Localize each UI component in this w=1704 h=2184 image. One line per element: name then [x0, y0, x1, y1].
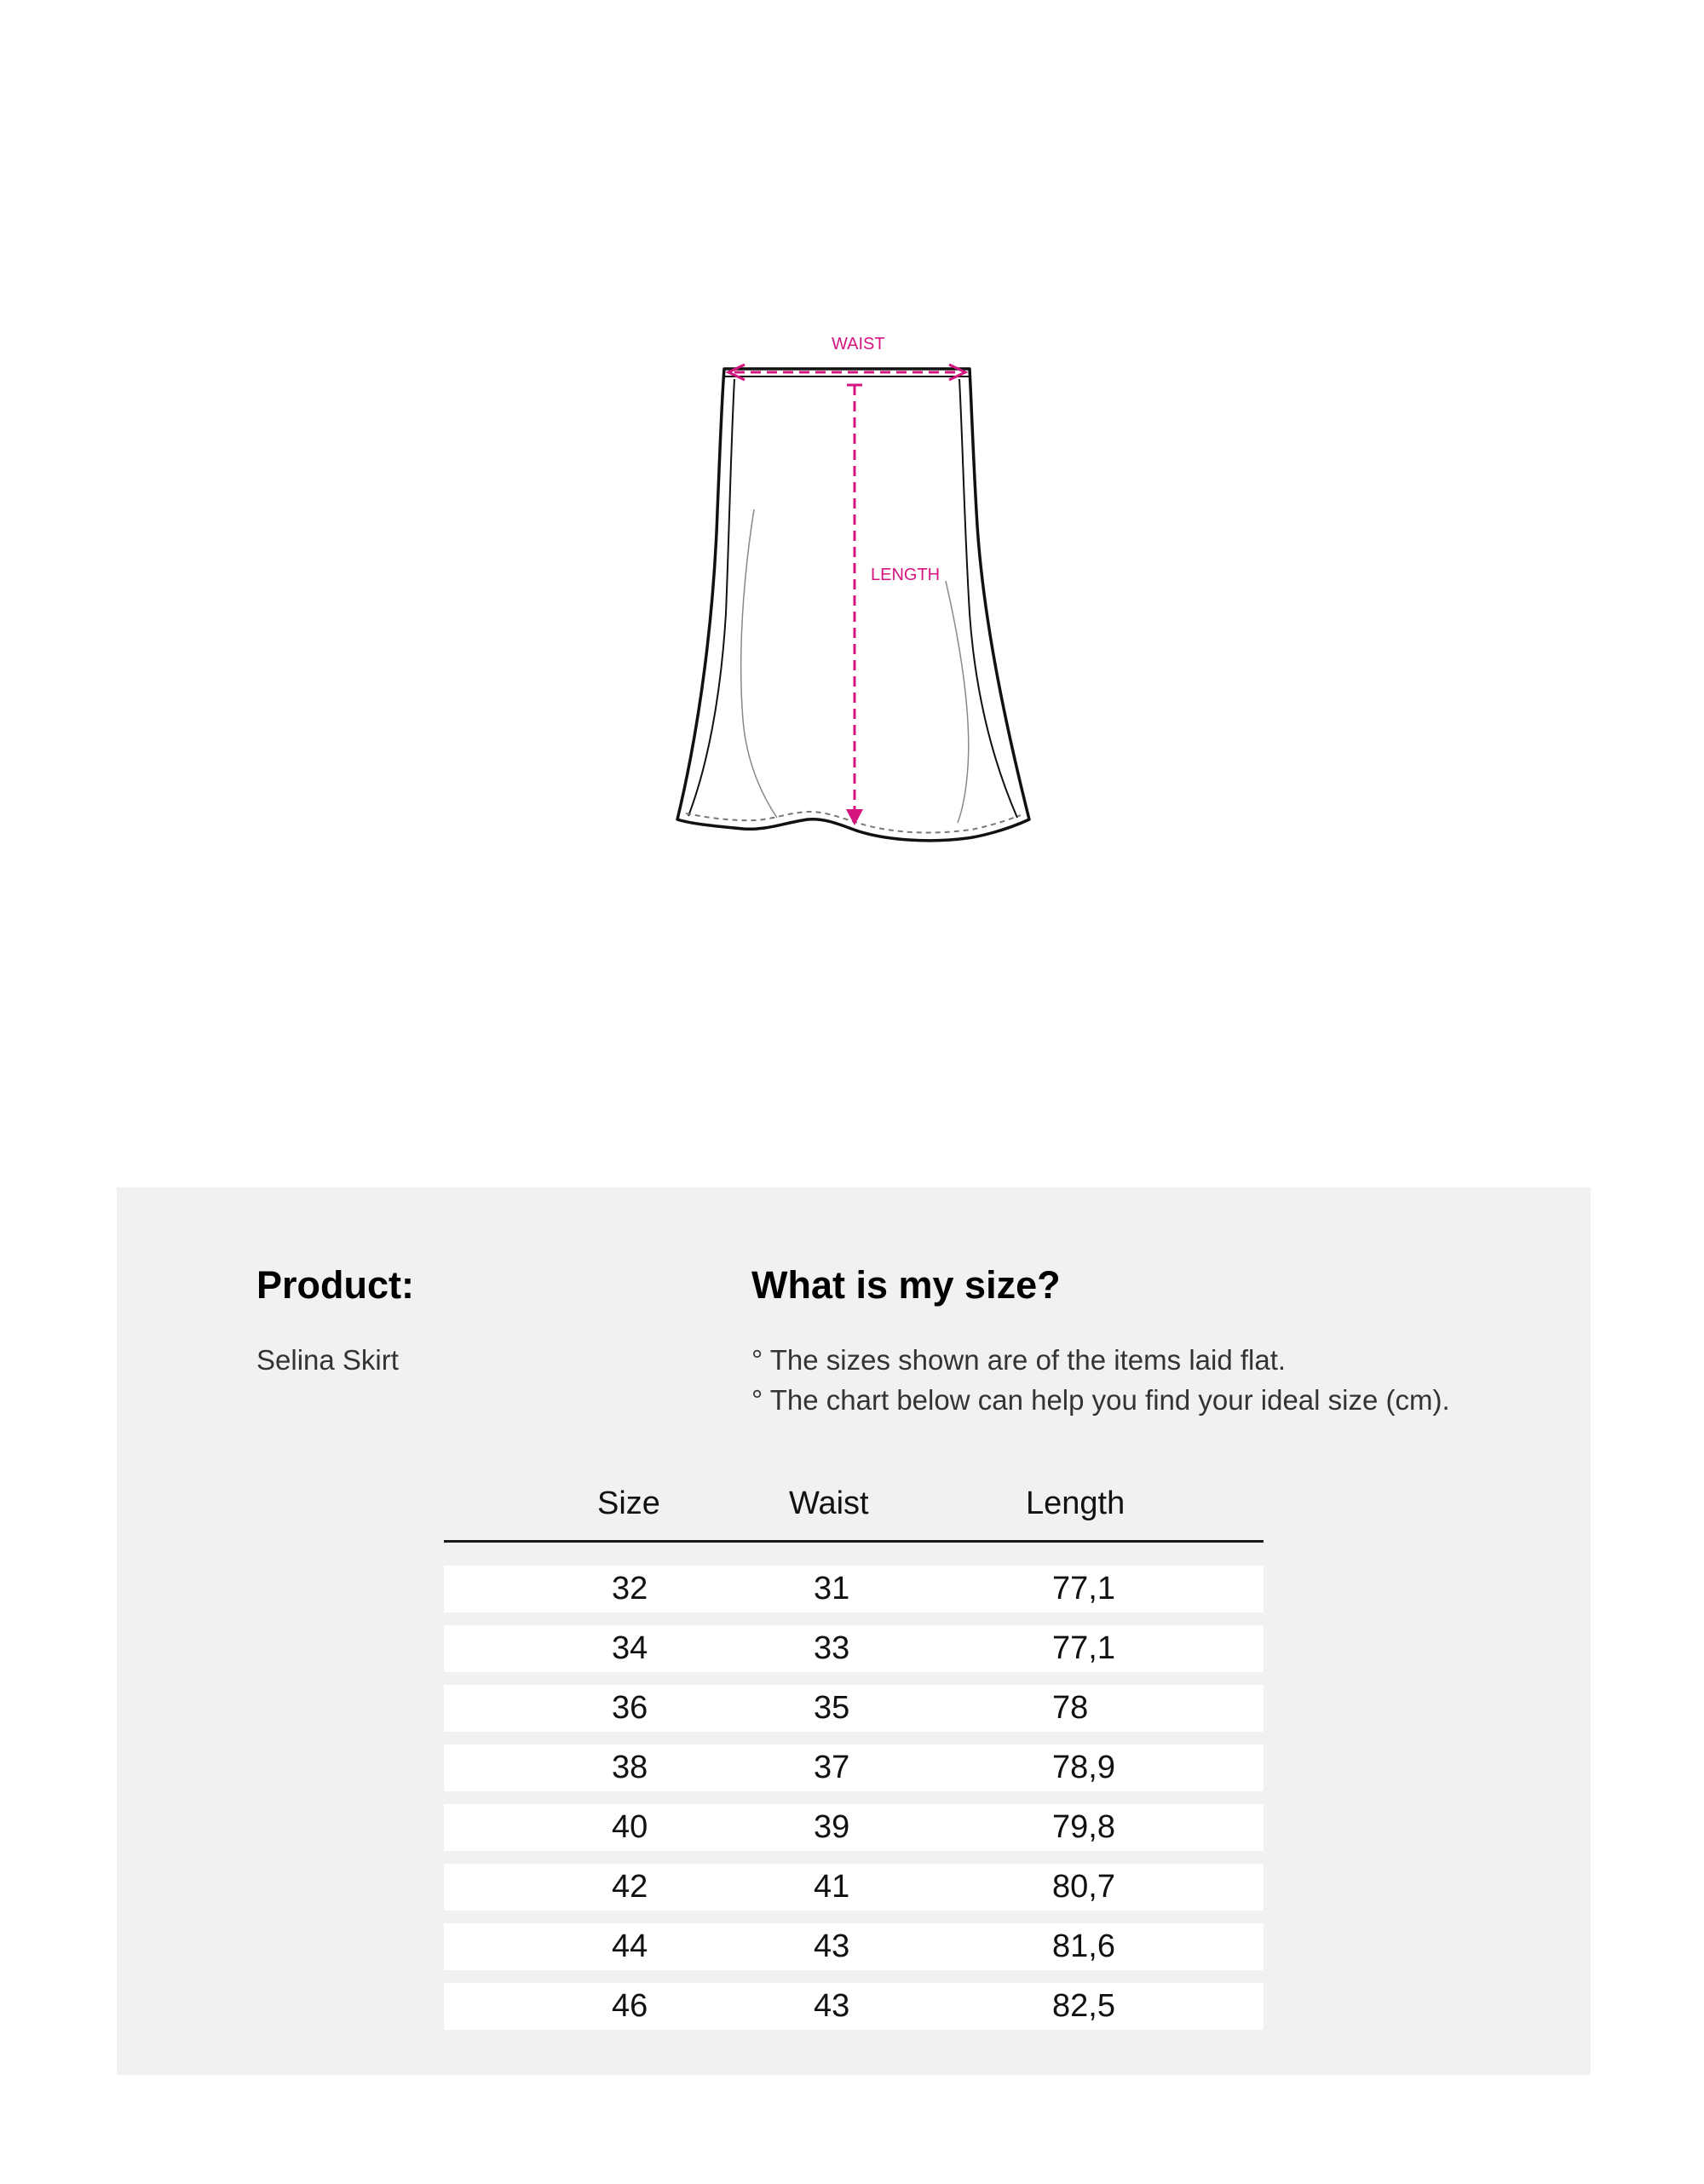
table-row: [444, 1804, 1264, 1851]
table-header: [444, 1486, 1264, 1543]
cell-waist: 35: [814, 1690, 850, 1726]
cell-size: 40: [612, 1809, 648, 1845]
cell-waist: 33: [814, 1630, 850, 1666]
cell-length: 79,8: [1052, 1809, 1115, 1845]
product-heading: Product:: [256, 1263, 414, 1307]
cell-length: 78,9: [1052, 1750, 1115, 1785]
cell-size: 38: [612, 1750, 648, 1785]
cell-size: 42: [612, 1869, 648, 1905]
table-row: [444, 1983, 1264, 2030]
skirt-diagram: [648, 315, 1056, 860]
size-note-chart-help: ° The chart below can help you find your ideal size (cm).: [751, 1384, 1450, 1416]
cell-waist: 39: [814, 1809, 850, 1845]
column-header-size: Size: [597, 1486, 660, 1521]
table-row: [444, 1566, 1264, 1612]
table-row: [444, 1625, 1264, 1672]
cell-length: 77,1: [1052, 1571, 1115, 1606]
cell-size: 34: [612, 1630, 648, 1666]
cell-length: 82,5: [1052, 1988, 1115, 2024]
cell-length: 81,6: [1052, 1928, 1115, 1964]
cell-waist: 43: [814, 1928, 850, 1964]
table-row: [444, 1744, 1264, 1791]
table-body: [444, 1566, 1264, 2030]
size-guide-heading: What is my size?: [751, 1263, 1061, 1307]
cell-waist: 41: [814, 1869, 850, 1905]
size-note-laid-flat: ° The sizes shown are of the items laid flat.: [751, 1344, 1287, 1376]
cell-size: 44: [612, 1928, 648, 1964]
table-row: [444, 1923, 1264, 1970]
size-info-panel: [117, 1187, 1591, 2075]
product-name: Selina Skirt: [256, 1344, 399, 1376]
cell-length: 77,1: [1052, 1630, 1115, 1666]
waist-label: WAIST: [832, 335, 885, 353]
column-header-length: Length: [1026, 1486, 1125, 1521]
cell-size: 32: [612, 1571, 648, 1606]
cell-waist: 37: [814, 1750, 850, 1785]
cell-waist: 31: [814, 1571, 850, 1606]
table-row: [444, 1864, 1264, 1911]
cell-length: 80,7: [1052, 1869, 1115, 1905]
cell-length: 78: [1052, 1690, 1089, 1726]
cell-size: 46: [612, 1988, 648, 2024]
cell-waist: 43: [814, 1988, 850, 2024]
table-row: [444, 1685, 1264, 1732]
size-table: [444, 1486, 1264, 2043]
length-label: LENGTH: [871, 566, 941, 584]
cell-size: 36: [612, 1690, 648, 1726]
column-header-waist: Waist: [789, 1486, 869, 1521]
